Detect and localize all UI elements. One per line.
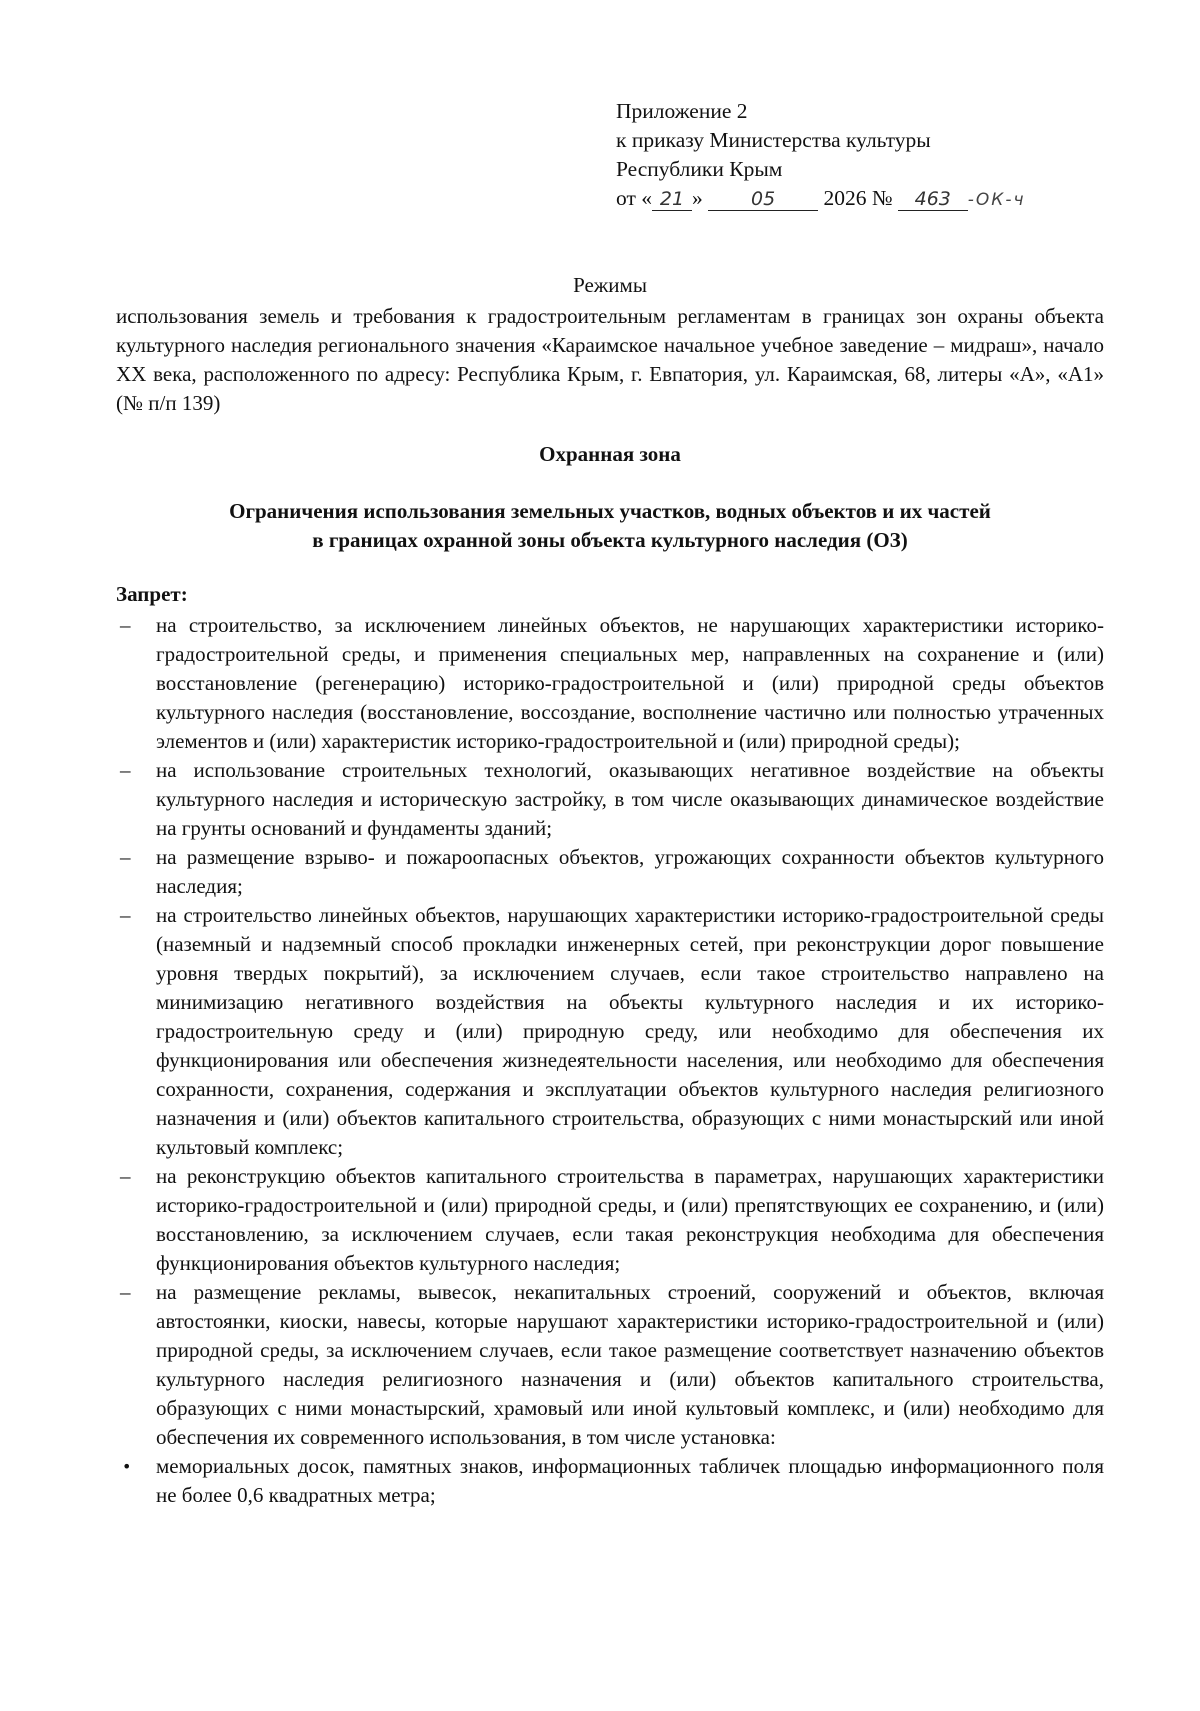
dash-marker: – (120, 1164, 131, 1188)
dash-marker: – (120, 758, 131, 782)
list-item (116, 756, 1104, 843)
bullet-marker: • (122, 1457, 132, 1476)
order-year: 2026 № (823, 186, 893, 210)
restrictions-heading-line2: в границах охранной зоны объекта культурного наследия (ОЗ) (312, 528, 908, 552)
republic-name: Республики Крым (616, 157, 783, 181)
list-item-text: на строительство, за исключением линейных объектов, не нарушающих характеристики историко-градостроительной среды, и применения специальных мер, направленных на сохранение и (или) восстановление (регенерацию) историко-градостроительной и (или) природной среды объектов культурного наследия (восстановление, воссоздание, восполнение частично или полностью утраченных элементов и (или) характеристик историко-градостроительной и (или) природной среды); (156, 613, 1104, 753)
date-close-quote: » (692, 186, 703, 210)
appendix-number: Приложение 2 (616, 99, 748, 123)
title-main: Режимы (573, 273, 647, 297)
list-item-text: на строительство линейных объектов, нарушающих характеристики историко-градостроительной среды (наземный и надземный способ прокладки инженерных сетей, при реконструкции дорог повышение уровня твердых покрытий), за исключением случаев, если такое строительство направлено на минимизацию негативного воздействия на объекты культурного наследия и их историко-градостроительную среду и (или) природную среду, или необходимо для обеспечения их функционирования или обеспечения жизнедеятельности населения, или необходимо для обеспечения сохранности, сохранения, содержания и эксплуатации объектов культурного наследия религиозного назначения и (или) объектов капитального строительства, образующих с ними монастырский или иной культовый комплекс; (156, 903, 1104, 1159)
dash-marker: – (120, 1280, 131, 1304)
list-item (116, 1162, 1104, 1278)
handwritten-order-number: 463 (898, 188, 968, 211)
handwritten-order-suffix: -ОК-ч (967, 190, 1026, 210)
list-item-text: на реконструкцию объектов капитального строительства в параметрах, нарушающих характеристики историко-градостроительной и (или) природной среды, и (или) препятствующих ее сохранению, и (или) восстановлению, за исключением случаев, если такая реконструкция необходима для обеспечения функционирования объектов культурного наследия; (156, 1164, 1104, 1275)
dash-marker: – (120, 613, 131, 637)
list-item (116, 843, 1104, 901)
list-item (116, 1278, 1104, 1452)
document-title (116, 271, 1104, 418)
restrictions-heading-line1: Ограничения использования земельных участков, водных объектов и их частей (229, 499, 991, 523)
ban-list (116, 611, 1104, 1510)
appendix-header (616, 97, 1136, 215)
handwritten-day: 21 (652, 188, 692, 211)
list-item-text: на использование строительных технологий, оказывающих негативное воздействие на объекты культурного наследия и историческую застройку, в том числе оказывающих динамическое воздействие на грунты оснований и фундаменты зданий; (156, 758, 1104, 840)
order-date-line (616, 184, 1136, 215)
list-item-text: мемориальных досок, памятных знаков, информационных табличек площадью информационного поля не более 0,6 квадратных метра; (156, 1454, 1104, 1507)
ban-label: Запрет: (116, 582, 188, 606)
dash-marker: – (120, 845, 131, 869)
zone-heading: Охранная зона (539, 442, 681, 466)
restrictions-heading (116, 497, 1104, 555)
list-item (116, 901, 1104, 1162)
dash-marker: – (120, 903, 131, 927)
order-reference: к приказу Министерства культуры (616, 128, 931, 152)
list-item (116, 1452, 1104, 1510)
date-prefix: от « (616, 186, 652, 210)
title-text: использования земель и требования к градостроительным регламентам в границах зон охраны объекта культурного наследия регионального значения «Караимское начальное учебное заведение – мидраш», начало XX века, расположенного по адресу: Республика Крым, г. Евпатория, ул. Караимская, 68, литеры «А», «А1» (№ п/п 139) (116, 304, 1104, 415)
handwritten-month: 05 (708, 188, 818, 211)
list-item-text: на размещение рекламы, вывесок, некапитальных строений, сооружений и объектов, включая автостоянки, киоски, навесы, которые нарушают характеристики историко-градостроительной и (или) природной среды, за исключением случаев, если такое размещение соответствует назначению объектов культурного наследия религиозного назначения и (или) объектов капитального строительства, образующих с ними монастырский, храмовый или иной культовый комплекс, и (или) необходимо для обеспечения их современного использования, в том числе установка: (156, 1280, 1104, 1449)
list-item (116, 611, 1104, 756)
list-item-text: на размещение взрыво- и пожароопасных объектов, угрожающих сохранности объектов культурного наследия; (156, 845, 1104, 898)
